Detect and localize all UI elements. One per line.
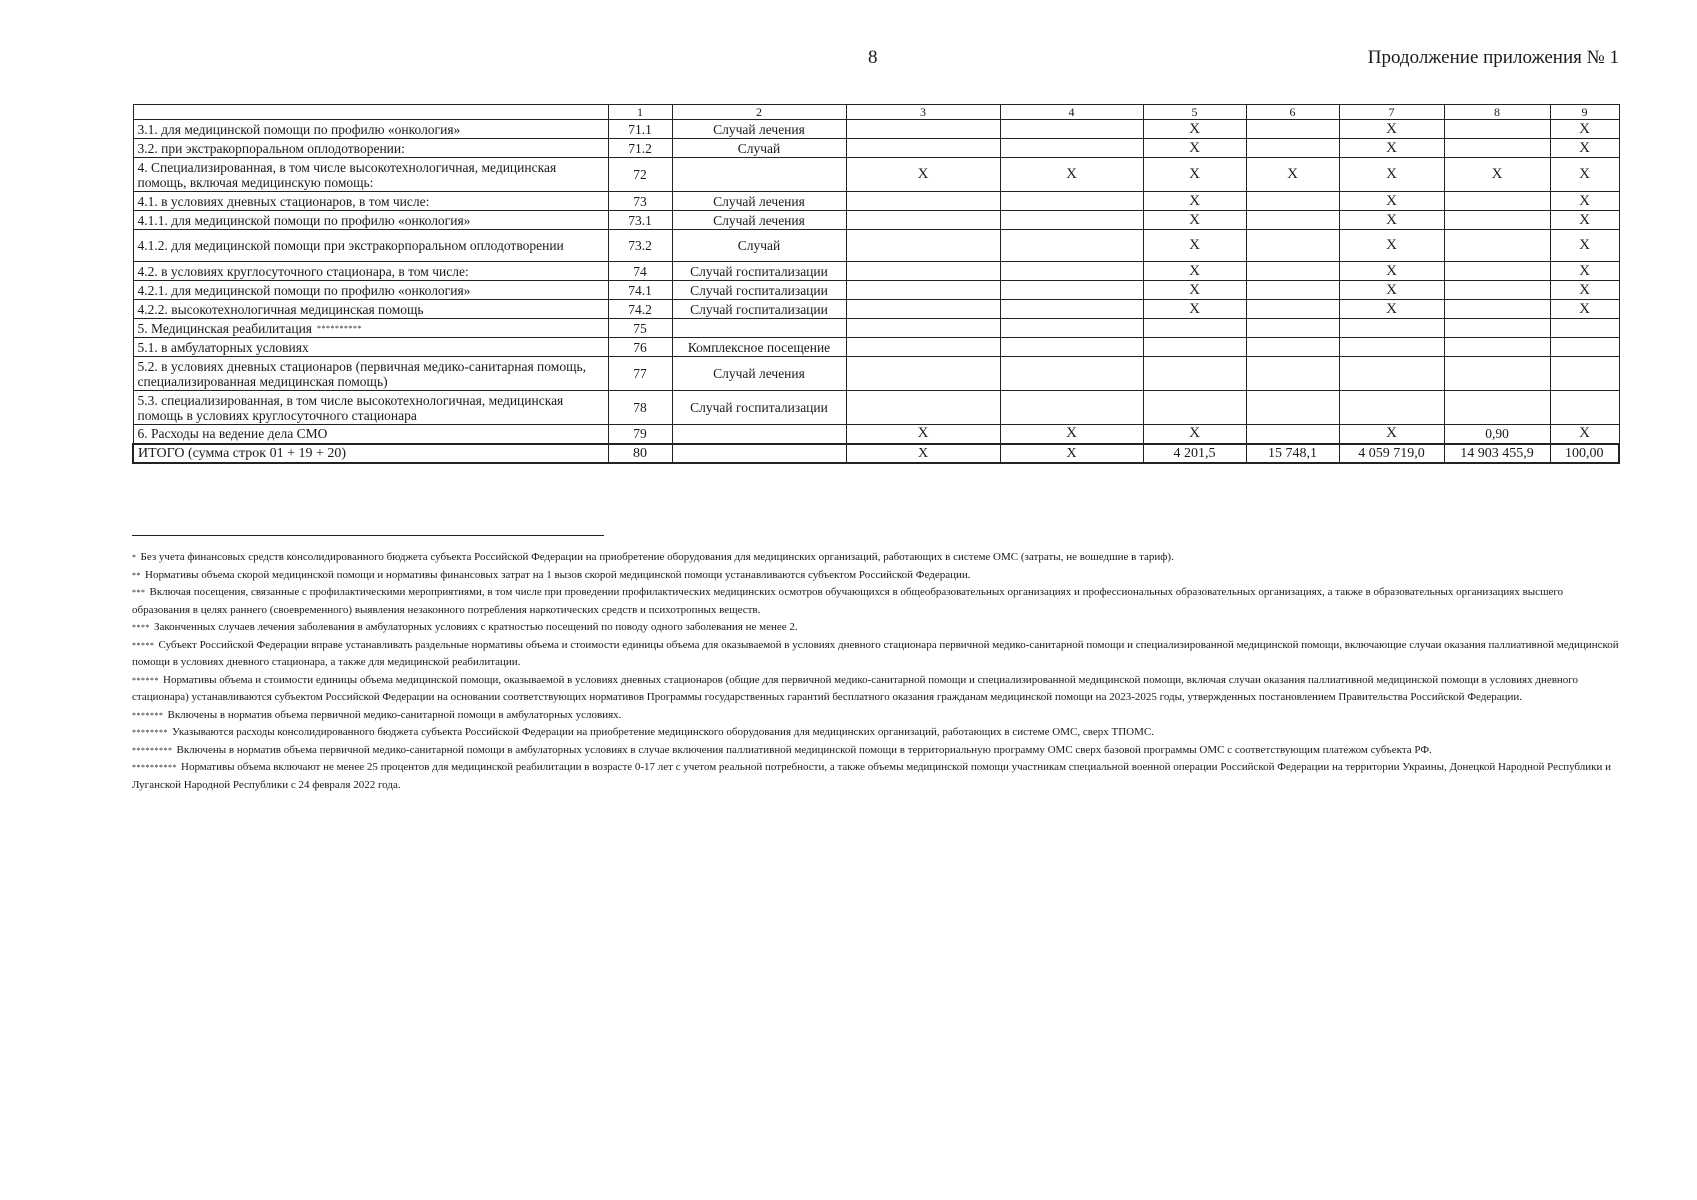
cell-col-1: 74.2 [608, 300, 672, 319]
footnote-marker: ***** [132, 640, 155, 650]
table-row [133, 230, 1619, 262]
table-body [133, 105, 1619, 463]
cell-col-1: 80 [608, 444, 672, 463]
row-name: 5. Медицинская реабилитация [137, 320, 312, 336]
column-number: 2 [672, 105, 846, 120]
footnote-marker: *** [132, 588, 146, 597]
table-row [133, 338, 1619, 357]
cell-col-4 [1000, 281, 1143, 300]
column-number-row [133, 105, 1619, 120]
footnote-text: Нормативы объема включают не менее 25 процентов для медицинской реабилитации в возрасте 0-17 лет с учетом реальной потребности, а также объемы медицинской помощи участникам специальной военной операции Российской Федерации на территории Украины, Донецкой Народной Республики и Луганской Народной Республики с 24 февраля 2022 года. [132, 761, 1611, 791]
row-name: ИТОГО (сумма строк 01 + 19 + 20) [138, 445, 347, 461]
cell-col-9 [1550, 338, 1619, 357]
cell-col-5 [1143, 338, 1246, 357]
table-row [133, 425, 1619, 444]
footnote [132, 567, 1622, 585]
cell-col-8 [1444, 192, 1550, 211]
cell-col-5: X [1143, 425, 1246, 444]
cell-col-4: X [1000, 425, 1143, 444]
cell-col-2: Случай [672, 230, 846, 262]
cell-col-7: X [1339, 211, 1444, 230]
cell-col-4: X [1000, 444, 1143, 463]
cell-col-6 [1246, 120, 1339, 139]
cell-col-3 [846, 338, 1000, 357]
cell-col-3 [846, 357, 1000, 391]
cell-col-8 [1444, 262, 1550, 281]
cell-col-3 [846, 139, 1000, 158]
cell-col-1: 74.1 [608, 281, 672, 300]
row-name-cell [133, 139, 608, 158]
cell-col-4: X [1000, 158, 1143, 192]
footnote-marker: ********** [132, 763, 177, 772]
cell-col-6 [1246, 211, 1339, 230]
cell-col-5 [1143, 319, 1246, 338]
page-number: 8 [868, 47, 878, 68]
cell-col-2: Случай [672, 139, 846, 158]
cell-col-1: 76 [608, 338, 672, 357]
cell-col-4 [1000, 230, 1143, 262]
footnote-marker: ** [132, 570, 141, 580]
cell-col-5: X [1143, 211, 1246, 230]
cell-col-7 [1339, 338, 1444, 357]
cell-col-7: 4 059 719,0 [1339, 444, 1444, 463]
table-row [133, 281, 1619, 300]
cell-col-7 [1339, 391, 1444, 425]
footnote-marker: **** [132, 623, 150, 632]
appendix-continuation-label: Продолжение приложения № 1 [1367, 47, 1619, 68]
footnote [132, 742, 1622, 760]
row-name-cell [133, 319, 608, 338]
cell-col-6 [1246, 338, 1339, 357]
data-table [132, 104, 1620, 464]
cell-col-4 [1000, 139, 1143, 158]
cell-col-4 [1000, 192, 1143, 211]
row-name: 3.1. для медицинской помощи по профилю «онкология» [137, 121, 461, 137]
cell-col-9 [1550, 357, 1619, 391]
cell-col-9 [1550, 319, 1619, 338]
cell-col-7: X [1339, 230, 1444, 262]
cell-col-7: X [1339, 281, 1444, 300]
cell-col-2: Случай госпитализации [672, 300, 846, 319]
cell-col-2: Случай лечения [672, 120, 846, 139]
column-number: 9 [1550, 105, 1619, 120]
footnote-text: Указываются расходы консолидированного бюджета субъекта Российской Федерации на приобретение медицинского оборудования для медицинских организаций, работающих в системе ОМС, сверх ТПОМС. [172, 726, 1154, 738]
cell-col-2: Случай госпитализации [672, 281, 846, 300]
footnote-text: Включая посещения, связанные с профилактическими мероприятиями, в том числе при проведении профилактических медицинских осмотров обучающихся в общеобразовательных организациях и профессиональных образовательных организациях, а также в образовательных организациях высшего образования в целях раннего (своевременного) выявления незаконного потребления наркотических средств и психотропных веществ. [132, 586, 1564, 616]
cell-col-5: 4 201,5 [1143, 444, 1246, 463]
cell-col-2 [672, 425, 846, 444]
footnote [132, 637, 1622, 672]
cell-col-3 [846, 120, 1000, 139]
cell-col-3: X [846, 425, 1000, 444]
cell-col-1: 71.2 [608, 139, 672, 158]
cell-col-8: 0,90 [1444, 425, 1550, 444]
footnote-marker: ********* [132, 745, 173, 755]
total-row [133, 444, 1619, 463]
footnote-text: Включены в норматив объема первичной медико-санитарной помощи в амбулаторных условиях. [167, 708, 622, 721]
row-name-cell [133, 338, 608, 357]
cell-col-9: X [1550, 425, 1619, 444]
table-row [133, 211, 1619, 230]
cell-col-5: X [1143, 158, 1246, 192]
cell-col-2: Случай госпитализации [672, 262, 846, 281]
cell-col-6 [1246, 192, 1339, 211]
cell-col-1: 78 [608, 391, 672, 425]
column-number: 3 [846, 105, 1000, 120]
cell-col-5: X [1143, 230, 1246, 262]
cell-col-4 [1000, 120, 1143, 139]
cell-col-5: X [1143, 300, 1246, 319]
cell-col-2 [672, 158, 846, 192]
row-name-cell [133, 230, 608, 262]
footnote-text: Нормативы объема скорой медицинской помощи и нормативы финансовых затрат на 1 вызов скорой медицинской помощи устанавливаются субъектом Российской Федерации. [145, 568, 971, 581]
row-name: 4.1.2. для медицинской помощи при экстракорпоральном оплодотворении [137, 238, 564, 253]
cell-col-8 [1444, 357, 1550, 391]
cell-col-5: X [1143, 139, 1246, 158]
cell-col-7: X [1339, 158, 1444, 192]
cell-col-1: 71.1 [608, 120, 672, 139]
cell-col-6 [1246, 281, 1339, 300]
footnote [132, 724, 1622, 742]
cell-col-1: 73 [608, 192, 672, 211]
cell-col-4 [1000, 300, 1143, 319]
cell-col-1: 73.2 [608, 230, 672, 262]
footnote [132, 672, 1622, 707]
footnote [132, 707, 1622, 725]
footnote [132, 549, 1622, 567]
cell-col-6 [1246, 425, 1339, 444]
row-name: 3.2. при экстракорпоральном оплодотворении: [137, 140, 405, 156]
footnote-text: Без учета финансовых средств консолидированного бюджета субъекта Российской Федерации на приобретение оборудования для медицинских организаций, работающих в системе ОМС (затраты, не вошедшие в тариф). [140, 551, 1174, 563]
cell-col-8 [1444, 338, 1550, 357]
cell-col-4 [1000, 319, 1143, 338]
cell-col-5 [1143, 357, 1246, 391]
cell-col-1: 73.1 [608, 211, 672, 230]
footnote-text: Законченных случаев лечения заболевания в амбулаторных условиях с кратностью посещений по поводу одного заболевания не менее 2. [154, 621, 798, 633]
cell-col-9: X [1550, 281, 1619, 300]
table-row [133, 300, 1619, 319]
cell-col-8 [1444, 211, 1550, 230]
cell-col-2: Случай лечения [672, 211, 846, 230]
column-number: 5 [1143, 105, 1246, 120]
cell-col-8 [1444, 230, 1550, 262]
cell-col-6 [1246, 139, 1339, 158]
footnote-text: Включены в норматив объема первичной медико-санитарной помощи в амбулаторных условиях в случае включения паллиативной медицинской помощи в территориальную программу ОМС сверх базовой программы ОМС с соответствующим платежом субъекта РФ. [176, 743, 1432, 756]
footnote [132, 759, 1622, 794]
cell-col-3 [846, 262, 1000, 281]
row-name: 4.2.1. для медицинской помощи по профилю «онкология» [137, 282, 471, 298]
cell-col-7: X [1339, 139, 1444, 158]
cell-col-9: X [1550, 192, 1619, 211]
table-row [133, 391, 1619, 425]
footnote-marker: ****** [132, 675, 159, 685]
row-name-cell [133, 357, 608, 391]
table-row [133, 192, 1619, 211]
footnote-separator [132, 535, 604, 536]
row-name-cell [133, 262, 608, 281]
footnote-marker: ******* [132, 710, 164, 720]
cell-col-5: X [1143, 262, 1246, 281]
cell-col-2: Случай лечения [672, 192, 846, 211]
row-name: 6. Расходы на ведение дела СМО [137, 426, 328, 442]
row-name-cell [133, 391, 608, 425]
table-row [133, 158, 1619, 192]
cell-col-5: X [1143, 281, 1246, 300]
cell-col-6 [1246, 391, 1339, 425]
cell-col-2: Случай лечения [672, 357, 846, 391]
row-name-cell [133, 120, 608, 139]
cell-col-6 [1246, 300, 1339, 319]
cell-col-7: X [1339, 300, 1444, 319]
cell-col-4 [1000, 357, 1143, 391]
row-name-cell [133, 158, 608, 192]
cell-col-3 [846, 391, 1000, 425]
cell-col-7: X [1339, 120, 1444, 139]
row-name-cell [133, 444, 608, 463]
row-name: 5.2. в условиях дневных стационаров (первичная медико-санитарная помощь, специализированная медицинская помощь) [137, 358, 586, 389]
cell-col-9 [1550, 391, 1619, 425]
cell-col-2: Случай госпитализации [672, 391, 846, 425]
cell-col-3 [846, 281, 1000, 300]
column-number: 7 [1339, 105, 1444, 120]
cell-col-9: X [1550, 230, 1619, 262]
column-number: 4 [1000, 105, 1143, 120]
cell-col-6 [1246, 262, 1339, 281]
row-name: 4.1.1. для медицинской помощи по профилю «онкология» [137, 212, 471, 228]
table-row [133, 357, 1619, 391]
table-row [133, 139, 1619, 158]
cell-col-8: 14 903 455,9 [1444, 444, 1550, 463]
row-name-cell [133, 425, 608, 444]
table-row [133, 120, 1619, 139]
cell-col-3 [846, 192, 1000, 211]
footnote-text: Нормативы объема и стоимости единицы объема медицинской помощи, оказываемой в условиях дневных стационаров (общие для первичной медико-санитарной помощи и специализированной медицинской помощи, включая случаи оказания паллиативной медицинской помощи в условиях дневного стационара) устанавливаются субъектом Российской Федерации на основании соответствующих нормативов Программы государственных гарантий бесплатного оказания гражданам медицинской помощи на 2023-2025 годы, утвержденных постановлением Правительства Российской Федерации. [132, 673, 1579, 703]
cell-col-9: X [1550, 211, 1619, 230]
row-name-cell [133, 192, 608, 211]
cell-col-3 [846, 319, 1000, 338]
cell-col-9: 100,00 [1550, 444, 1619, 463]
cell-col-4 [1000, 211, 1143, 230]
cell-col-8 [1444, 120, 1550, 139]
row-name: 4. Специализированная, в том числе высокотехнологичная, медицинская помощь, включая медицинскую помощь: [137, 159, 557, 190]
row-name: 5.1. в амбулаторных условиях [137, 339, 309, 355]
row-name: 4.2. в условиях круглосуточного стационара, в том числе: [137, 263, 469, 279]
cell-col-2: Комплексное посещение [672, 338, 846, 357]
cell-col-3: X [846, 158, 1000, 192]
cell-col-3: X [846, 444, 1000, 463]
cell-col-2 [672, 319, 846, 338]
cell-col-3 [846, 211, 1000, 230]
cell-col-1: 79 [608, 425, 672, 444]
row-name-cell [133, 300, 608, 319]
row-name-cell [133, 211, 608, 230]
cell-col-6 [1246, 319, 1339, 338]
table-row [133, 319, 1619, 338]
cell-col-4 [1000, 262, 1143, 281]
cell-col-5: X [1143, 120, 1246, 139]
column-number: 8 [1444, 105, 1550, 120]
cell-col-1: 77 [608, 357, 672, 391]
cell-col-7: X [1339, 262, 1444, 281]
footnote-marker: * [132, 553, 137, 562]
cell-col-1: 75 [608, 319, 672, 338]
row-name: 4.2.2. высокотехнологичная медицинская помощь [137, 301, 424, 317]
row-name: 5.3. специализированная, в том числе высокотехнологичная, медицинская помощь в условиях круглосуточного стационара [137, 392, 564, 423]
cell-col-6 [1246, 357, 1339, 391]
cell-col-8: X [1444, 158, 1550, 192]
column-number [133, 105, 608, 120]
cell-col-6: X [1246, 158, 1339, 192]
cell-col-9: X [1550, 139, 1619, 158]
cell-col-5: X [1143, 192, 1246, 211]
footnote-marker: ******** [132, 728, 168, 737]
cell-col-5 [1143, 391, 1246, 425]
cell-col-8 [1444, 300, 1550, 319]
cell-col-9: X [1550, 158, 1619, 192]
row-name: 4.1. в условиях дневных стационаров, в том числе: [137, 193, 430, 209]
footnote-marker: ********** [317, 323, 362, 333]
cell-col-8 [1444, 139, 1550, 158]
cell-col-3 [846, 300, 1000, 319]
footnote [132, 619, 1622, 637]
cell-col-9: X [1550, 262, 1619, 281]
cell-col-7 [1339, 357, 1444, 391]
cell-col-9: X [1550, 300, 1619, 319]
table-row [133, 262, 1619, 281]
cell-col-6: 15 748,1 [1246, 444, 1339, 463]
cell-col-7 [1339, 319, 1444, 338]
cell-col-1: 72 [608, 158, 672, 192]
footnote [132, 584, 1622, 619]
column-number: 6 [1246, 105, 1339, 120]
cell-col-7: X [1339, 425, 1444, 444]
footnotes [132, 549, 1622, 794]
cell-col-4 [1000, 391, 1143, 425]
cell-col-6 [1246, 230, 1339, 262]
cell-col-4 [1000, 338, 1143, 357]
cell-col-2 [672, 444, 846, 463]
cell-col-8 [1444, 391, 1550, 425]
row-name-cell [133, 281, 608, 300]
cell-col-8 [1444, 319, 1550, 338]
cell-col-7: X [1339, 192, 1444, 211]
cell-col-8 [1444, 281, 1550, 300]
column-number: 1 [608, 105, 672, 120]
cell-col-1: 74 [608, 262, 672, 281]
cell-col-9: X [1550, 120, 1619, 139]
cell-col-3 [846, 230, 1000, 262]
footnote-text: Субъект Российской Федерации вправе устанавливать раздельные нормативы объема и стоимости единицы объема для оказываемой в условиях дневного стационара первичной медико-санитарной помощи и специализированной медицинской помощи, включающие случаи оказания паллиативной медицинской помощи в условиях дневного стационара, а также для медицинской реабилитации. [132, 638, 1619, 668]
